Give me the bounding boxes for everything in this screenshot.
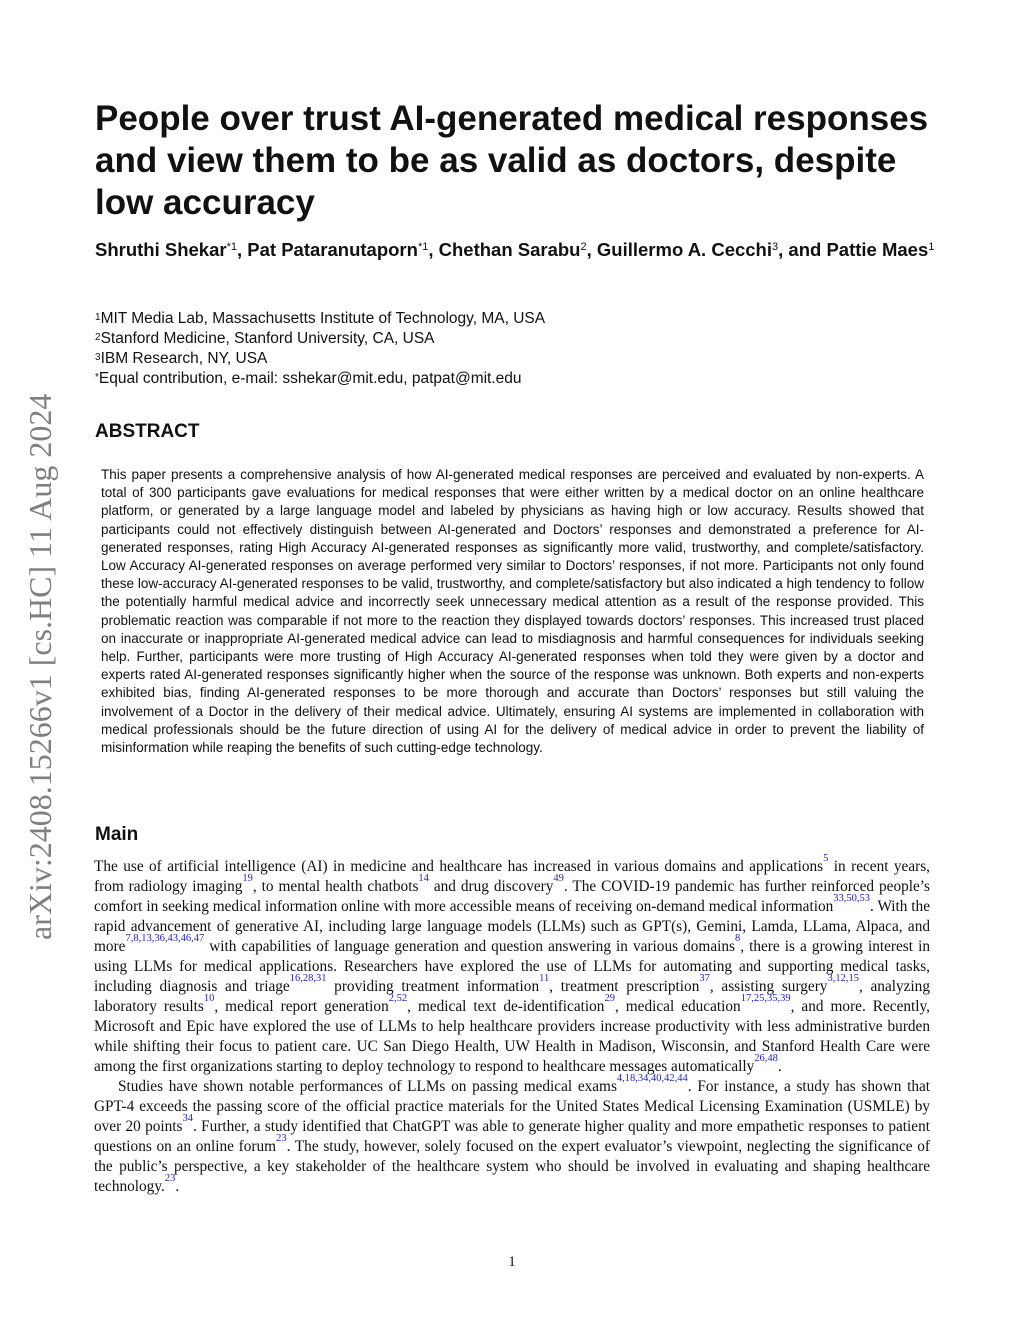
affiliation-line bbox=[95, 309, 935, 329]
affiliation-mark: * bbox=[95, 372, 99, 383]
author-affiliation-mark: 1 bbox=[928, 241, 935, 253]
body-text: , medical education bbox=[614, 998, 741, 1015]
affiliation-list bbox=[95, 309, 935, 389]
body-text: . Further, a study identified that ChatGPT was able to generate higher quality and more empathetic responses to patient questions on an online forum bbox=[94, 1118, 930, 1155]
body-text: , there is a growing interest in using LLMs for medical applications. Researchers have explored the use of LLMs for automating and supporting medical tasks, including diagnosis and triage bbox=[94, 938, 930, 995]
citation-link[interactable]: 3,12,15 bbox=[827, 973, 859, 984]
body-text: , and more. Recently, Microsoft and Epic have explored the use of LLMs to help healthcare providers increase productivity with less administrative burden while shifting their focus to patient care. UC San Diego Health, UW Health in Madison, Wisconsin, and Stanford Health Care were among the first organizations starting to deploy technology to respond to healthcare messages automatically bbox=[94, 998, 930, 1075]
citation-link[interactable]: 14 bbox=[418, 873, 429, 884]
citation-link[interactable]: 23 bbox=[164, 1173, 176, 1184]
author-affiliation-mark: *1 bbox=[417, 241, 429, 253]
author-separator: , bbox=[428, 239, 439, 260]
author-name: Pattie Maes bbox=[826, 239, 929, 260]
body-text: with capabilities of language generation and question answering in various domains bbox=[204, 938, 735, 955]
citation-link[interactable]: 34 bbox=[182, 1113, 194, 1124]
body-text: Studies have shown notable performances of LLMs on passing medical exams bbox=[118, 1078, 617, 1095]
author-affiliation-mark: 3 bbox=[772, 241, 779, 253]
citation-link[interactable]: 29 bbox=[604, 993, 615, 1004]
author-name: Guillermo A. Cecchi bbox=[596, 239, 772, 260]
citation-link[interactable]: 26,48 bbox=[754, 1053, 778, 1064]
body-text: and drug discovery bbox=[428, 878, 554, 895]
author-separator: , and bbox=[778, 239, 827, 260]
arxiv-identifier-stamp: arXiv:2408.15266v1 [cs.HC] 11 Aug 2024 bbox=[22, 393, 58, 940]
citation-link[interactable]: 11 bbox=[539, 973, 550, 984]
body-text: . For instance, a study has shown that GPT-4 exceeds the passing score of the official practice materials for the United States Medical Licensing Examination (USMLE) by over 20 points bbox=[94, 1078, 931, 1135]
citation-link[interactable]: 2,52 bbox=[388, 993, 408, 1004]
citation-link[interactable]: 19 bbox=[242, 873, 253, 884]
body-text: , to mental health chatbots bbox=[252, 878, 419, 895]
abstract-heading: ABSTRACT bbox=[95, 421, 200, 442]
body-text: in recent years, from radiology imaging bbox=[94, 858, 930, 895]
affiliation-text: IBM Research, NY, USA bbox=[100, 350, 268, 367]
author-affiliation-mark: *1 bbox=[226, 241, 237, 253]
affiliation-text: Stanford Medicine, Stanford University, CA, USA bbox=[100, 330, 435, 347]
author-separator: , bbox=[586, 239, 597, 260]
citation-link[interactable]: 16,28,31 bbox=[289, 973, 327, 984]
body-text: , assisting surgery bbox=[709, 978, 828, 995]
author-list bbox=[95, 237, 935, 262]
body-paragraph bbox=[94, 853, 930, 1077]
main-section-body bbox=[94, 853, 931, 1197]
body-text: providing treatment information bbox=[326, 978, 540, 995]
citation-link[interactable]: 49 bbox=[553, 873, 564, 884]
body-text: , analyzing laboratory results bbox=[94, 978, 930, 1015]
affiliation-line bbox=[95, 329, 935, 349]
affiliation-mark: 2 bbox=[95, 332, 101, 343]
body-text: , treatment prescription bbox=[549, 978, 700, 995]
body-text: , medical report generation bbox=[214, 998, 389, 1015]
citation-link[interactable]: 23 bbox=[276, 1133, 287, 1144]
citation-link[interactable]: 7,8,13,36,43,46,47 bbox=[125, 933, 205, 944]
affiliation-mark: 3 bbox=[95, 352, 101, 363]
citation-link[interactable]: 5 bbox=[823, 853, 829, 864]
citation-link[interactable]: 33,50,53 bbox=[833, 893, 870, 904]
body-text: . bbox=[777, 1058, 782, 1075]
body-paragraph bbox=[94, 1073, 931, 1197]
affiliation-line bbox=[95, 349, 935, 369]
author-name: Shruthi Shekar bbox=[95, 239, 227, 260]
body-text: . The study, however, solely focused on the expert evaluator’s viewpoint, neglecting the significance of the public’s perspective, a key stakeholder of the healthcare system who should be involved in evaluating and shaping healthcare technology. bbox=[94, 1138, 930, 1195]
affiliation-text: Equal contribution, e-mail: sshekar@mit.edu, patpat@mit.edu bbox=[98, 370, 522, 387]
citation-link[interactable]: 17,25,35,39 bbox=[740, 993, 791, 1004]
page-number: 1 bbox=[508, 1254, 516, 1270]
author-separator: , bbox=[237, 239, 248, 260]
body-text: , medical text de-identification bbox=[407, 998, 605, 1015]
citation-link[interactable]: 37 bbox=[699, 973, 710, 984]
paper-title: People over trust AI-generated medical responses and view them to be as valid as doctors, despite low accuracy bbox=[95, 99, 929, 222]
author-name: Pat Pataranutaporn bbox=[247, 239, 418, 260]
affiliation-text: MIT Media Lab, Massachusetts Institute of Technology, MA, USA bbox=[100, 310, 546, 327]
body-text: . The COVID-19 pandemic has further reinforced people’s comfort in seeking medical information online with more accessible means of receiving on-demand medical information bbox=[94, 878, 930, 915]
main-section-heading: Main bbox=[95, 824, 139, 845]
author-affiliation-mark: 2 bbox=[580, 241, 587, 253]
body-text: The use of artificial intelligence (AI) in medicine and healthcare has increased in various domains and applications bbox=[94, 858, 824, 875]
affiliation-mark: 1 bbox=[95, 312, 101, 323]
citation-link[interactable]: 4,18,34,40,42,44 bbox=[616, 1073, 688, 1084]
citation-link[interactable]: 8 bbox=[734, 933, 741, 944]
body-text: . bbox=[175, 1178, 180, 1195]
author-name: Chethan Sarabu bbox=[438, 239, 581, 260]
citation-link[interactable]: 10 bbox=[203, 993, 215, 1004]
affiliation-line bbox=[95, 369, 935, 389]
abstract-text: This paper presents a comprehensive analysis of how AI-generated medical responses are perceived and evaluated by non-experts. A total of 300 participants gave evaluations for medical responses that were either written by a medical doctor on an online healthcare platform, or generated by a large language model and labeled by physicians as having high or low accuracy. Results showed that participants could not effectively distinguish between AI-generated and Doctors’ responses and demonstrated a preference for AI-generated responses, rating High Accuracy AI-generated responses as significantly more valid, trustworthy, and complete/satisfactory. Low Accuracy AI-generated responses on average performed very similar to Doctors’ responses, if not more. Participants not only found these low-accuracy AI-generated responses to be valid, trustworthy, and complete/satisfactory but also indicated a high tendency to follow the potentially harmful medical advice and incorrectly seek unnecessary medical attention as a result of the response provided. This problematic reaction was comparable if not more to the reaction they displayed towards doctors’ responses. This increased trust placed on inaccurate or inappropriate AI-generated medical advice can lead to misdiagnosis and harmful consequences for individuals seeking help. Further, participants were more trusting of High Accuracy AI-generated responses when told they were given by a doctor and experts rated AI-generated responses significantly higher when the source of the response was unknown. Both experts and non-experts exhibited bias, finding AI-generated responses to be more thorough and accurate than Doctors’ responses but still valuing the involvement of a Doctor in the delivery of their medical advice. Ultimately, ensuring AI systems are implemented in collaboration with medical professionals should be the future direction of using AI for the delivery of medical advice in order to prevent the liability of misinformation while reaping the benefits of such cutting-edge technology. bbox=[101, 467, 924, 756]
body-text: . With the rapid advancement of generative AI, including large language models (LLMs) such as GPT(s), Gemini, Lamda, LLama, Alpaca, and more bbox=[94, 898, 930, 955]
